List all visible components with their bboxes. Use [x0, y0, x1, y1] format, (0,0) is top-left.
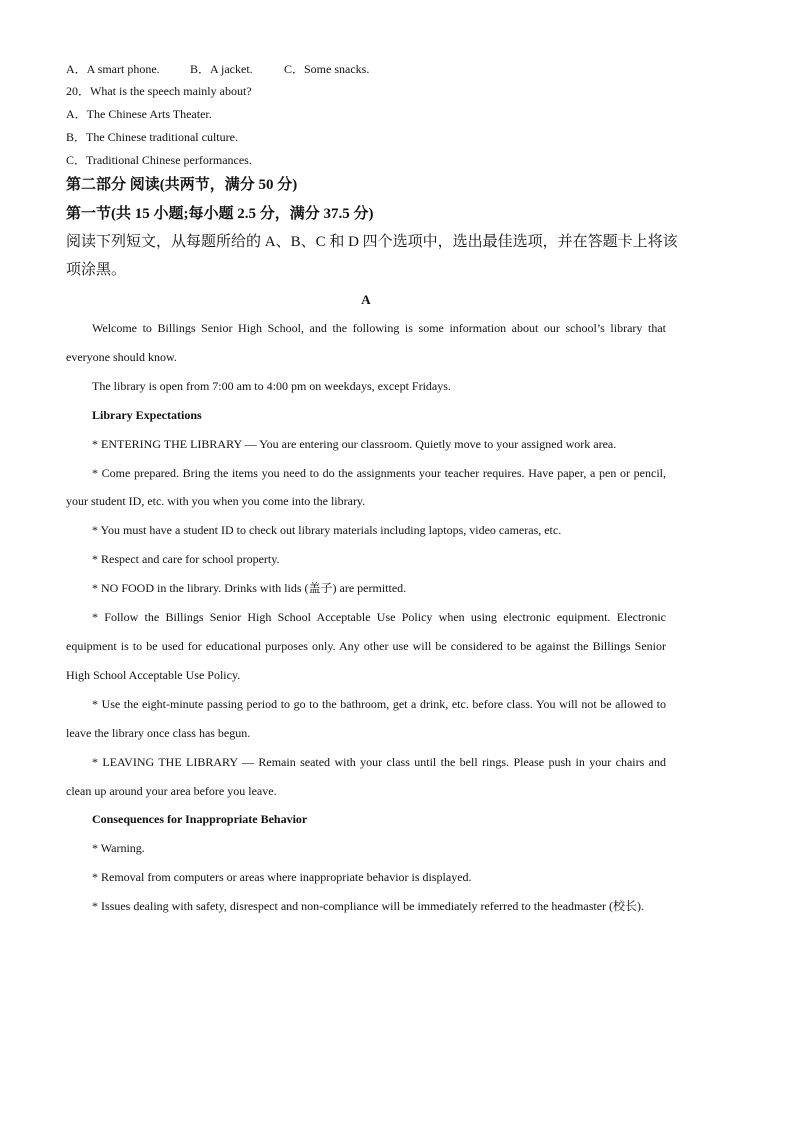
section-title: 第一节(共 15 小题;每小题 2.5 分，满分 37.5 分) [66, 206, 374, 222]
part-title: 第二部分 阅读(共两节，满分 50 分) [66, 177, 298, 193]
passage-intro: Welcome to Billings Senior High School, and the following is some information about our school’s library that everyone should know. [66, 321, 666, 364]
expectation-item: * LEAVING THE LIBRARY — Remain seated with your class until the bell rings. Please push in your chairs and clean up around your area before you leave. [66, 754, 666, 798]
q19-options [66, 61, 369, 77]
q19-option-c: C．Some snacks. [284, 62, 370, 76]
passage-body [66, 314, 666, 921]
library-hours: The library is open from 7:00 am to 4:00 pm on weekdays, except Fridays. [92, 378, 451, 393]
expectation-item: * Use the eight-minute passing period to go to the bathroom, get a drink, etc. before class. You will not be allowed to leave the library once class has begun. [66, 696, 666, 740]
q20-stem: 20．What is the speech mainly about? [66, 84, 252, 98]
expectation-item: * Respect and care for school property. [92, 552, 280, 567]
expectation-item: * Come prepared. Bring the items you need to do the assignments your teacher requires. Have paper, a pen or pencil, your student ID, etc. with you when you come into the library. [66, 465, 666, 509]
consequence-item: * Issues dealing with safety, disrespect and non-compliance will be immediately referred to the headmaster (校长). [92, 899, 645, 914]
expectation-item: * Follow the Billings Senior High School Acceptable Use Policy when using electronic equipment. Electronic equipment is to be used for educational purposes only. Any other use will be considered to be against the Billings Senior High School Acceptable Use Policy. [66, 610, 666, 682]
q20-option-a: A．The Chinese Arts Theater. [66, 107, 212, 121]
consequences-heading: Consequences for Inappropriate Behavior [92, 812, 308, 827]
expectation-item: * NO FOOD in the library. Drinks with lids (盖子) are permitted. [92, 581, 407, 596]
expectation-item: * You must have a student ID to check out library materials including laptops, video cameras, etc. [92, 523, 562, 538]
q20-option-b: B．The Chinese traditional culture. [66, 130, 238, 144]
expectations-heading: Library Expectations [92, 407, 202, 422]
instruction-line-2: 项涂黑。 [66, 262, 127, 278]
expectation-item: * ENTERING THE LIBRARY — You are entering our classroom. Quietly move to your assigned work area. [92, 436, 617, 451]
q19-option-a: A．A smart phone. [66, 62, 160, 76]
passage-label: A [361, 292, 371, 307]
q20-option-c: C．Traditional Chinese performances. [66, 153, 252, 167]
consequence-item: * Removal from computers or areas where inappropriate behavior is displayed. [92, 870, 472, 885]
consequence-item: * Warning. [92, 841, 145, 856]
instruction-line-1: 阅读下列短文，从每题所给的 A、B、C 和 D 四个选项中，选出最佳选项，并在答题卡上将该 [66, 234, 678, 250]
q19-option-b: B．A jacket. [190, 62, 253, 76]
